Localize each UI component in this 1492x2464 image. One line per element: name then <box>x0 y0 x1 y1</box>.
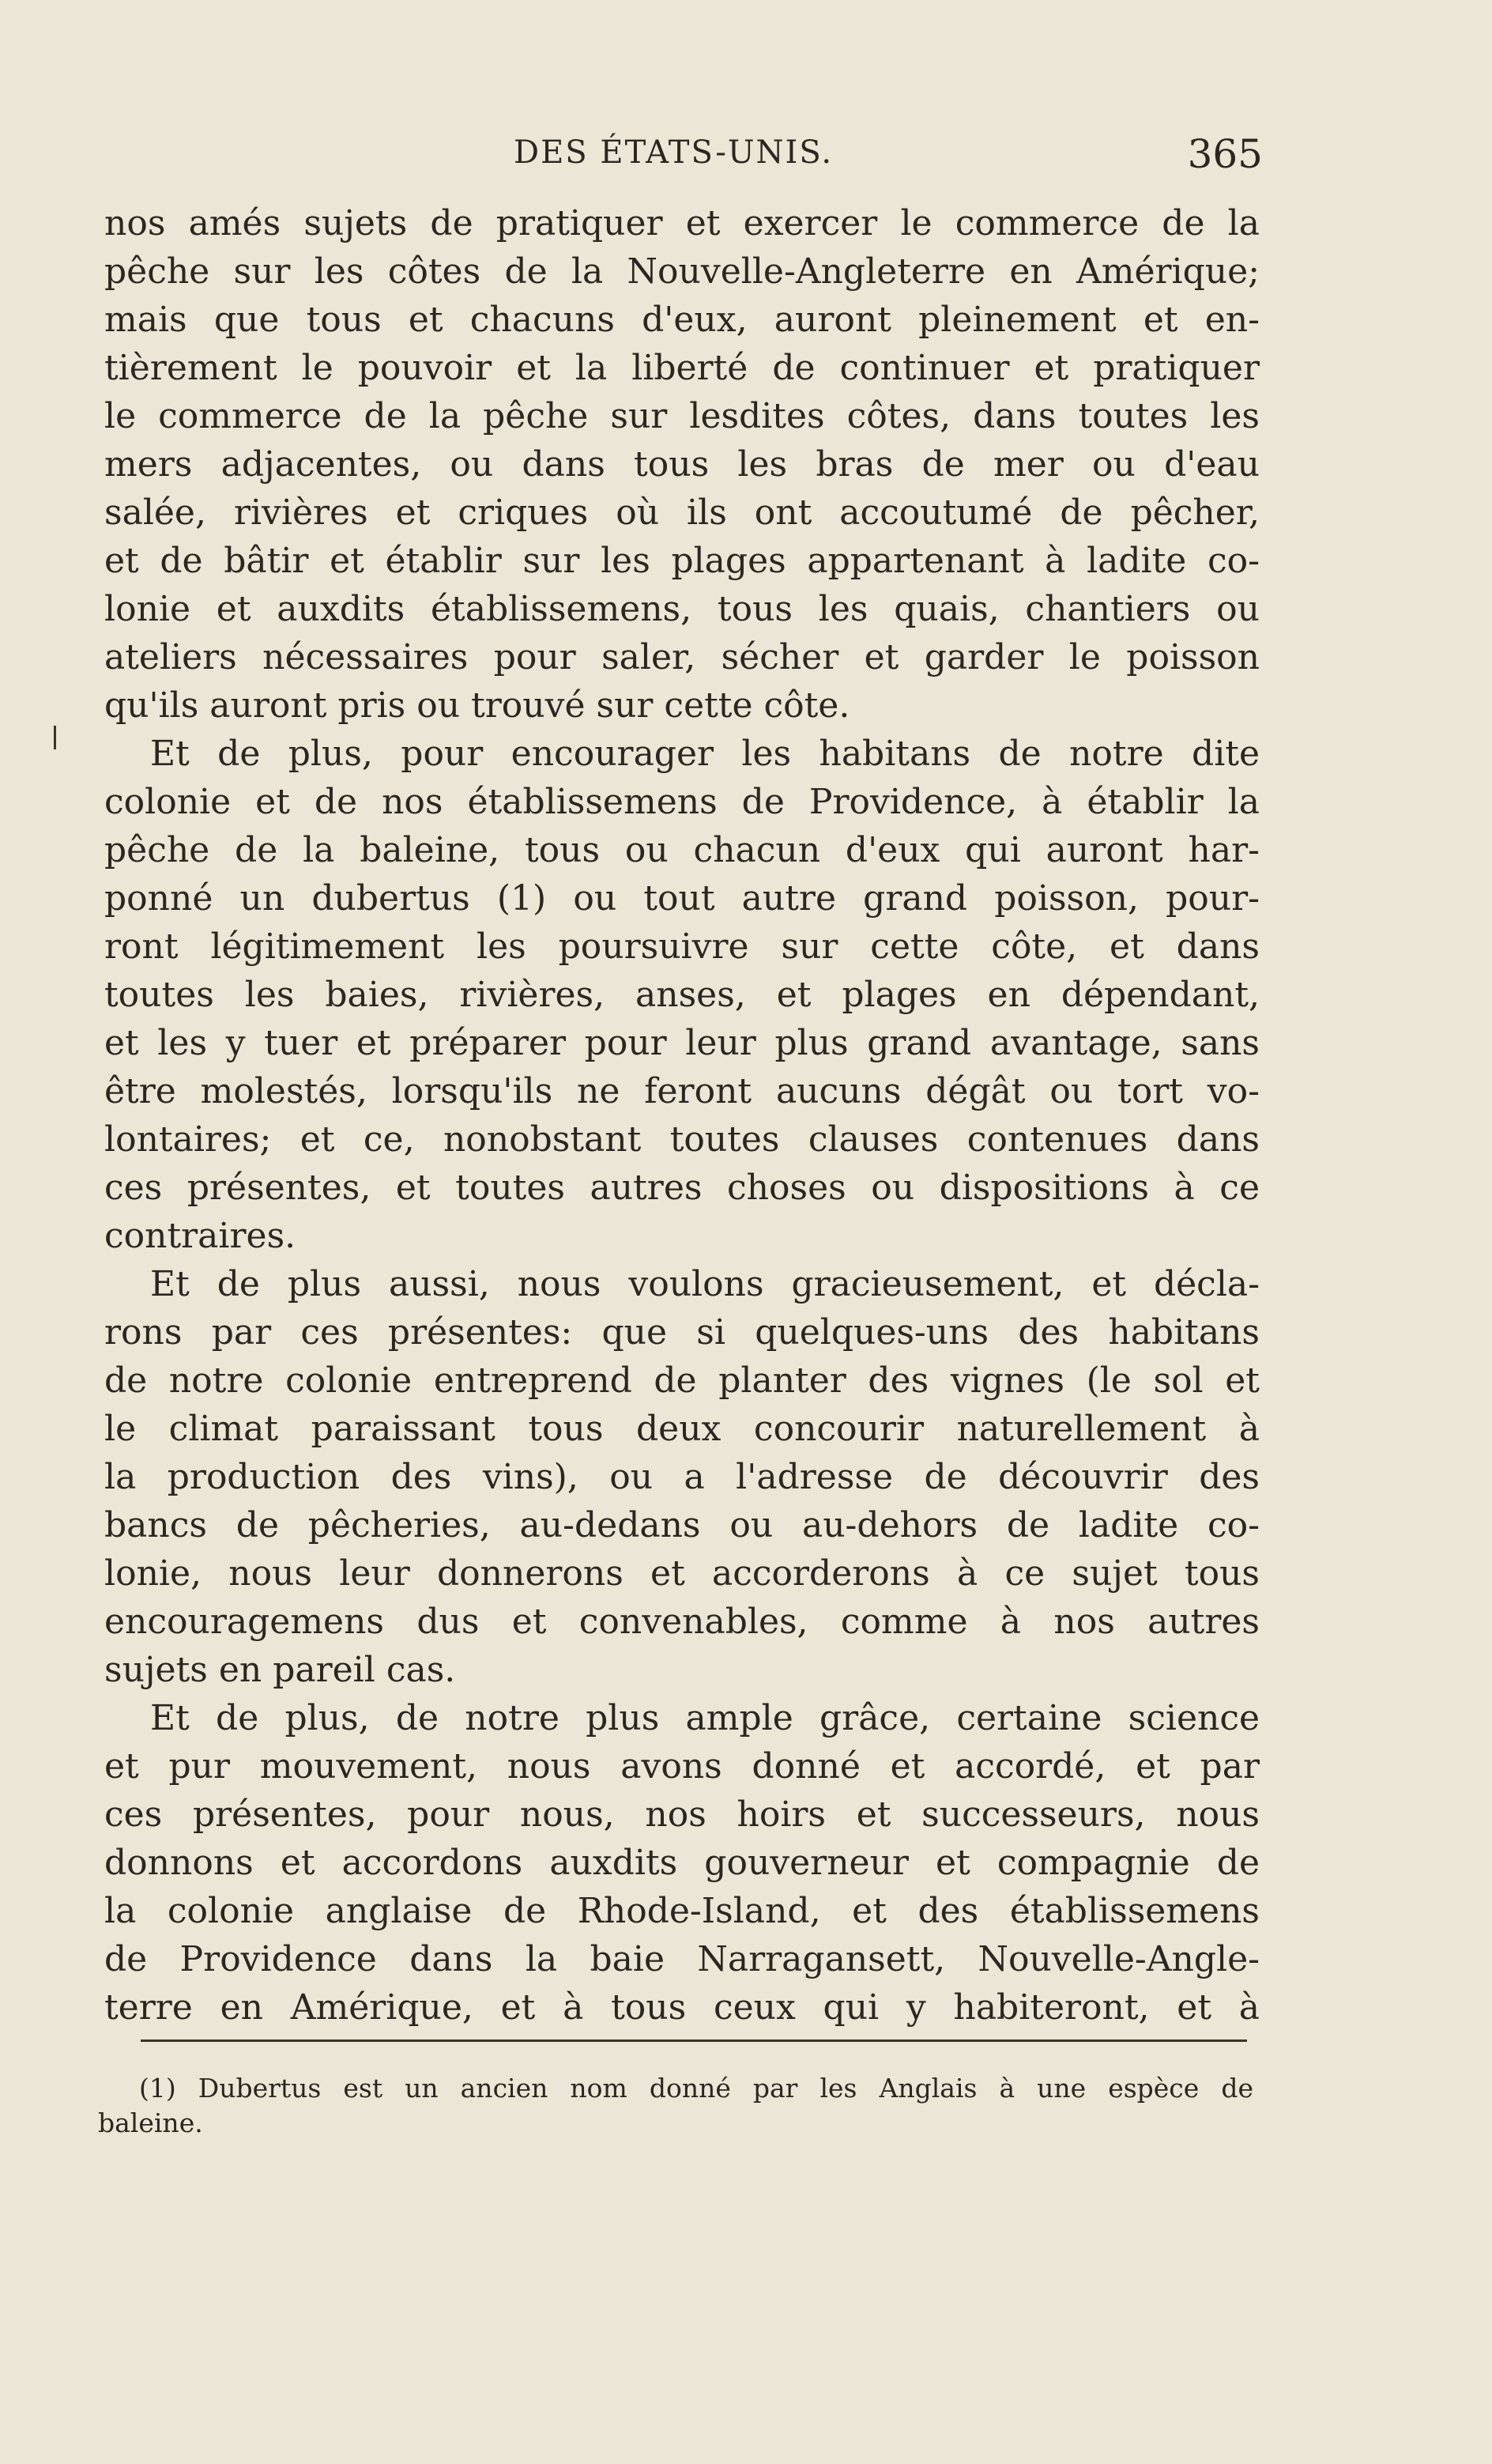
text-line: Et de plus aussi, nous voulons gracieusement, et décla- <box>150 1264 1260 1304</box>
text-line: ponné un dubertus (1) ou tout autre grand poisson, pour- <box>104 878 1260 919</box>
text-line: le climat paraissant tous deux concourir naturellement à <box>104 1409 1260 1449</box>
text-line: Et de plus, pour encourager les habitans de notre dite <box>150 734 1260 774</box>
text-line: Et de plus, de notre plus ample grâce, certaine science <box>150 1698 1260 1738</box>
footnote-line: baleine. <box>98 2107 203 2138</box>
footnote-line: (1) Dubertus est un ancien nom donné par les Anglais à une espèce de <box>139 2073 1253 2104</box>
text-line: donnons et accordons auxdits gouverneur et compagnie de <box>104 1843 1260 1883</box>
text-line: mers adjacentes, ou dans tous les bras de mer ou d'eau <box>104 444 1260 485</box>
text-line: de notre colonie entreprend de planter des vignes (le sol et <box>104 1360 1260 1401</box>
page-header <box>103 131 1263 182</box>
footnote <box>98 2071 1253 2141</box>
text-line: pêche de la baleine, tous ou chacun d'eux qui auront har- <box>104 830 1260 870</box>
text-line: de Providence dans la baie Narragansett, Nouvelle-Angle- <box>104 1939 1260 1979</box>
text-line: qu'ils auront pris ou trouvé sur cette côte. <box>104 685 850 726</box>
text-line: terre en Amérique, et à tous ceux qui y habiteront, et à <box>104 1987 1260 2028</box>
body-text <box>104 199 1260 2032</box>
text-line: toutes les baies, rivières, anses, et plages en dépendant, <box>104 975 1260 1015</box>
footnote-rule <box>141 2039 1247 2042</box>
text-line: sujets en pareil cas. <box>104 1650 456 1690</box>
text-line: encouragemens dus et convenables, comme à nos autres <box>104 1602 1260 1642</box>
text-line: contraires. <box>104 1216 296 1256</box>
text-line: la production des vins), ou a l'adresse de découvrir des <box>104 1457 1260 1497</box>
page-number: 365 <box>1187 131 1263 177</box>
text-line: lontaires; et ce, nonobstant toutes clauses contenues dans <box>104 1119 1260 1160</box>
text-line: tièrement le pouvoir et la liberté de continuer et pratiquer <box>104 348 1260 388</box>
text-line: ateliers nécessaires pour saler, sécher et garder le poisson <box>104 637 1260 677</box>
text-line: lonie et auxdits établissemens, tous les quais, chantiers ou <box>104 589 1260 629</box>
running-head: DES ÉTATS-UNIS. <box>514 134 834 171</box>
text-line: ront légitimement les poursuivre sur cette côte, et dans <box>104 926 1260 967</box>
text-line: colonie et de nos établissemens de Providence, à établir la <box>104 782 1260 822</box>
text-line: rons par ces présentes: que si quelques-uns des habitans <box>104 1312 1260 1353</box>
text-line: lonie, nous leur donnerons et accorderons à ce sujet tous <box>104 1553 1260 1594</box>
text-line: salée, rivières et criques où ils ont accoutumé de pêcher, <box>104 492 1260 533</box>
text-line: mais que tous et chacuns d'eux, auront pleinement et en- <box>104 300 1260 340</box>
text-line: bancs de pêcheries, au-dedans ou au-dehors de ladite co- <box>104 1505 1260 1545</box>
text-line: et de bâtir et établir sur les plages appartenant à ladite co- <box>104 541 1260 581</box>
text-line: et les y tuer et préparer pour leur plus grand avantage, sans <box>104 1023 1260 1063</box>
text-line: être molestés, lorsqu'ils ne feront aucuns dégât ou tort vo- <box>104 1071 1260 1111</box>
text-line: pêche sur les côtes de la Nouvelle-Angleterre en Amérique; <box>104 251 1260 292</box>
margin-mark <box>54 726 56 749</box>
text-line: la colonie anglaise de Rhode-Island, et des établissemens <box>104 1891 1260 1931</box>
text-line: ces présentes, pour nous, nos hoirs et successeurs, nous <box>104 1794 1260 1835</box>
text-line: nos amés sujets de pratiquer et exercer le commerce de la <box>104 203 1260 243</box>
text-line: et pur mouvement, nous avons donné et accordé, et par <box>104 1746 1260 1787</box>
text-line: le commerce de la pêche sur lesdites côtes, dans toutes les <box>104 396 1260 436</box>
text-line: ces présentes, et toutes autres choses ou dispositions à ce <box>104 1168 1260 1208</box>
